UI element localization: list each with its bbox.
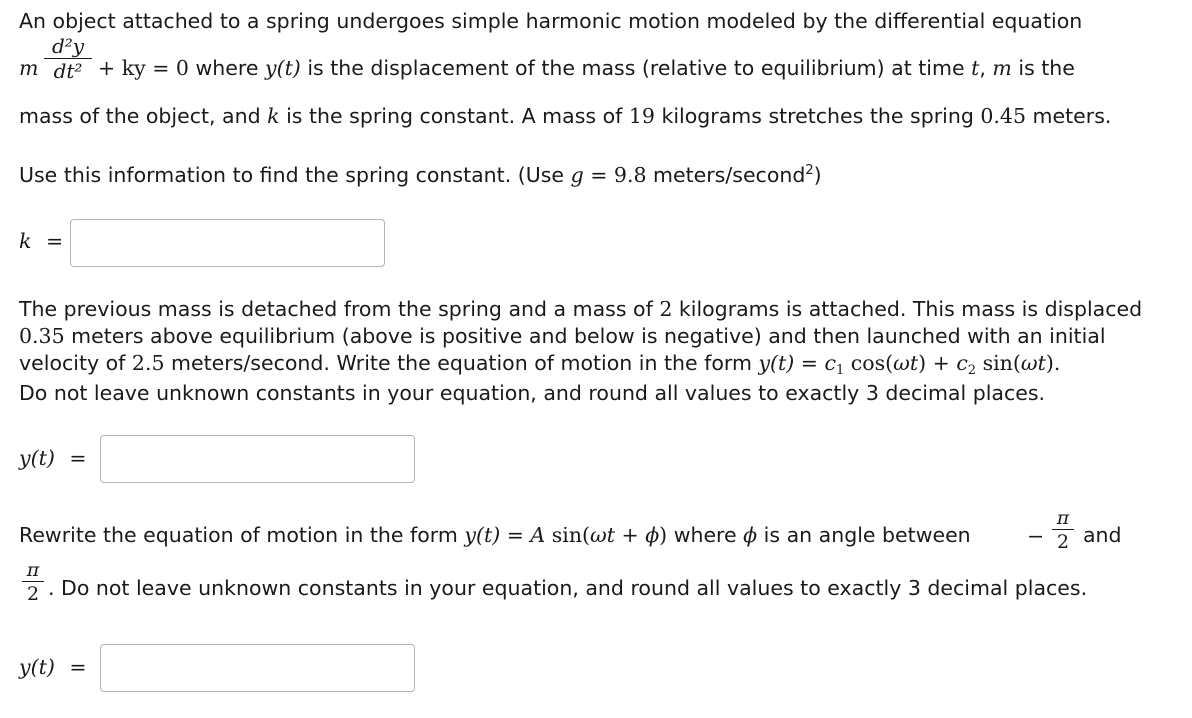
mass-symbol-2: m <box>992 56 1012 80</box>
y-label-var: y(t) <box>19 446 55 470</box>
superscript-2: 2 <box>805 163 814 178</box>
form-eq: = <box>794 351 825 375</box>
omega-t-2: ωt <box>1020 351 1046 375</box>
problem-text-p3-line-4: Do not leave unknown constants in your equation, and round all values to exactly 3 decimal places. <box>19 381 1046 405</box>
text-segment: meters. <box>1026 104 1112 128</box>
amplitude-phase-form-input[interactable] <box>100 644 415 692</box>
units-text: meters/second <box>646 163 806 187</box>
c1: c <box>824 351 836 375</box>
time-symbol: t <box>971 56 980 80</box>
displacement-value: 0.35 <box>19 324 65 348</box>
plus-ky: + ky <box>98 56 146 80</box>
equals-sign: = <box>45 229 64 253</box>
problem-text-line-3 <box>19 104 1111 128</box>
cos-part: cos( <box>844 351 894 375</box>
amplitude-symbol: A <box>530 523 546 547</box>
text-segment: kilograms is attached. This mass is displaced <box>672 297 1143 321</box>
where-text: where <box>188 56 265 80</box>
text-segment: meters above equilibrium (above is positive and below is negative) and then launched with an initial <box>64 324 1106 348</box>
minus-sign: − <box>1027 524 1045 548</box>
text-segment: Use this information to find the spring constant. (Use <box>19 163 571 187</box>
form-y: y(t) <box>464 523 501 547</box>
pi-numerator-2: π <box>26 559 40 581</box>
omega-t-1: ωt <box>893 351 919 375</box>
neg-pi-over-2-fraction <box>1052 507 1074 554</box>
text-segment: where <box>667 523 744 547</box>
velocity-value: 2.5 <box>131 351 165 375</box>
close-paren: ) <box>813 163 822 187</box>
and-text: and <box>1083 523 1122 547</box>
close-paren: ) <box>659 523 668 547</box>
equation-of-motion-input[interactable] <box>100 435 415 483</box>
c1-sub: 1 <box>835 363 845 378</box>
equation-rest <box>98 56 1075 80</box>
equals-zero: = 0 <box>152 56 189 80</box>
omega-t-plus-phi: ωt + ϕ <box>590 523 660 547</box>
c2-sub: 2 <box>967 363 977 378</box>
plus: ) + <box>918 351 957 375</box>
spring-constant-instruction <box>19 163 822 187</box>
y-answer-label-2 <box>19 655 87 679</box>
g-symbol: g <box>570 163 584 187</box>
k-answer-input[interactable] <box>70 219 385 267</box>
mass2-value: 2 <box>659 297 673 321</box>
phi-symbol: ϕ <box>743 523 758 547</box>
text-segment: velocity of <box>19 351 132 375</box>
problem-text-p3-line-1 <box>19 297 1142 321</box>
text-segment: is the spring constant. A mass of <box>279 104 629 128</box>
y-label-var: y(t) <box>19 655 55 679</box>
text-segment: mass of the object, and <box>19 104 268 128</box>
mass-symbol: m <box>19 56 39 80</box>
c2: c <box>956 351 968 375</box>
equals-sign: = <box>69 446 87 470</box>
close: ). <box>1045 351 1061 375</box>
form-y: y(t) <box>758 351 795 375</box>
problem-text-p3-line-3 <box>19 351 1060 378</box>
comma: , <box>979 56 993 80</box>
equals-sign: = <box>69 655 87 679</box>
text-segment: Rewrite the equation of motion in the form <box>19 523 465 547</box>
form-eq: = <box>500 523 531 547</box>
fraction-numerator: d²y <box>51 34 85 58</box>
text-segment: The previous mass is detached from the spring and a mass of <box>19 297 660 321</box>
sin-part: sin( <box>976 351 1021 375</box>
text-segment: meters/second. Write the equation of motion in the form <box>164 351 759 375</box>
differential-equation-line <box>19 56 38 80</box>
sin-part: sin( <box>545 523 591 547</box>
problem-text-p3-line-2 <box>19 324 1106 348</box>
problem-text-line-1: An object attached to a spring undergoes simple harmonic motion modeled by the differential equation <box>19 9 1083 33</box>
displacement-text: is the displacement of the mass (relative to equilibrium) at time <box>300 56 972 80</box>
mass-value: 19 <box>628 104 655 128</box>
pi-numerator: π <box>1056 507 1070 529</box>
y-of-t: y(t) <box>264 56 301 80</box>
pi-over-2-fraction <box>22 559 44 606</box>
two-denominator: 2 <box>1056 531 1070 553</box>
fraction-denominator: dt² <box>53 59 83 83</box>
text-segment: kilograms stretches the spring <box>654 104 981 128</box>
k-label-var: k <box>19 229 32 253</box>
rewrite-instruction-line-1 <box>19 523 971 547</box>
two-denominator-2: 2 <box>26 583 40 605</box>
g-value: = 9.8 <box>583 163 647 187</box>
second-derivative-fraction <box>44 34 92 83</box>
y-answer-label-1 <box>19 446 87 470</box>
rewrite-instruction-line-2: . Do not leave unknown constants in your equation, and round all values to exactly 3 decimal places. <box>48 576 1088 600</box>
is-the-text: is the <box>1011 56 1075 80</box>
stretch-value: 0.45 <box>980 104 1027 128</box>
k-symbol: k <box>267 104 280 128</box>
k-answer-label <box>19 229 63 253</box>
text-segment: is an angle between <box>757 523 971 547</box>
